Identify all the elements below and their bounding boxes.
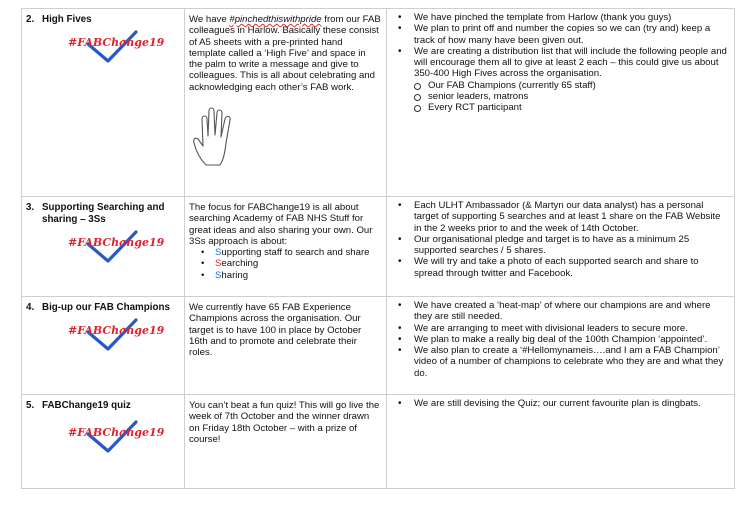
- list-item: • Searching: [199, 258, 386, 269]
- item-title: 5. FABChange19 quiz: [26, 400, 131, 411]
- actions-cell: [387, 297, 735, 395]
- list-item: • We have created a ‘heat-map’ of where our champions are and where they are still needed.: [397, 300, 728, 323]
- list-item: • Sharing: [199, 270, 386, 281]
- list-item: • Our organisational pledge and target is to have as a minimum 25 supported searches / 5 shares.: [397, 234, 728, 257]
- hand-outline-icon: [190, 105, 248, 169]
- item-description: We have #pinchedthiswithpride from our FAB colleagues in Harlow. Basically these consist of A5 sheets with a pre-printed hand template called a ‘High Five’ and space in the palm to write a message and give to colleagues. This is all about celebrating and acknowledging each other’s FAB work.: [189, 14, 381, 93]
- table-row: [22, 395, 735, 489]
- sub-list-item: senior leaders, matrons: [414, 91, 734, 102]
- item-title: 4. Big-up our FAB Champions: [26, 302, 170, 313]
- svg-text:#FABChange19: #FABChange19: [68, 36, 165, 49]
- action-list: [397, 398, 728, 409]
- description-cell: [185, 395, 387, 489]
- table-row: [22, 197, 735, 297]
- list-item: • We also plan to create a ‘#Hellomynameis….and I am a FAB Champion’ video of a number of champions to celebrate who they are and what they do.: [397, 345, 728, 379]
- item-cell: [22, 9, 185, 197]
- list-item: • We plan to print off and number the copies so we can (try and) keep a track of how many have been given out.: [397, 23, 728, 46]
- actions-cell: [387, 395, 735, 489]
- three-s-list: [199, 247, 386, 281]
- list-item: • We will try and take a photo of each supported search and share to spread through twitter and Facebook.: [397, 256, 728, 279]
- list-item: • We have pinched the template from Harlow (thank you guys): [397, 12, 728, 23]
- fabchange19-logo: [66, 30, 165, 64]
- actions-cell: [387, 197, 735, 297]
- item-description: The focus for FABChange19 is all about searching Academy of FAB NHS Stuff for great ideas and also sharing your own. Our 3Ss approach is about:: [189, 202, 373, 247]
- item-cell: [22, 395, 185, 489]
- item-description: We currently have 65 FAB Experience Champions across the organisation. Our target is to have 100 in place by October 16th and to promote and celebrate their roles.: [189, 302, 362, 359]
- list-item: • Each ULHT Ambassador (& Martyn our data analyst) has a personal target of supporting 5 searches and at least 1 share on the FAB Website in the 2 weeks prior to and the week of 14th October.: [397, 200, 728, 234]
- list-item: • We are arranging to meet with divisional leaders to secure more.: [397, 323, 728, 334]
- fabchange19-logo: [66, 318, 165, 352]
- list-item: • We plan to make a really big deal of the 100th Champion ‘appointed’.: [397, 334, 728, 345]
- description-cell: [185, 297, 387, 395]
- list-item: • We are still devising the Quiz; our current favourite plan is dingbats.: [397, 398, 728, 409]
- sub-list-item: Our FAB Champions (currently 65 staff): [414, 80, 734, 91]
- svg-text:#FABChange19: #FABChange19: [68, 426, 165, 439]
- sub-list-item: Every RCT participant: [414, 102, 734, 113]
- description-cell: [185, 197, 387, 297]
- item-cell: [22, 197, 185, 297]
- sub-list: [414, 80, 734, 114]
- description-cell: [185, 9, 387, 197]
- action-list: [397, 200, 728, 279]
- svg-text:#FABChange19: #FABChange19: [68, 236, 165, 249]
- action-list: [397, 12, 728, 80]
- list-item: • Supporting staff to search and share: [199, 247, 386, 258]
- list-item: • We are creating a distribution list that will include the following people and will encourage them all to give at least 2 each – this could give us about 350-400 High Fives across the organisation.: [397, 46, 728, 80]
- fabchange19-logo: [66, 230, 165, 264]
- action-list: [397, 300, 728, 379]
- table-row: [22, 9, 735, 197]
- fabchange19-logo: [66, 420, 165, 454]
- actions-cell: [387, 9, 735, 197]
- item-title: 3. Supporting Searching and sharing – 3Ss: [26, 202, 165, 225]
- table-row: [22, 297, 735, 395]
- item-cell: [22, 297, 185, 395]
- plan-table: [21, 8, 735, 489]
- item-title: 2. High Fives: [26, 14, 92, 25]
- svg-text:#FABChange19: #FABChange19: [68, 324, 165, 337]
- item-description: You can’t beat a fun quiz! This will go live the week of 7th October and the winner drawn on Friday 18th October – with a prize of course!: [189, 400, 380, 445]
